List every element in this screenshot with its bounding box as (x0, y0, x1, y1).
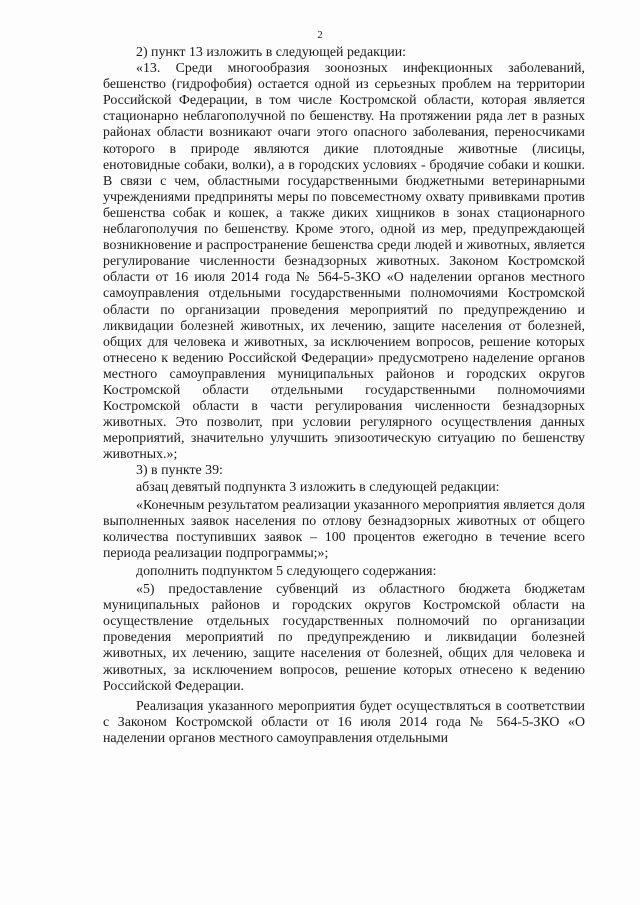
document-body (103, 45, 585, 747)
paragraph-item-2-heading: 2) пункт 13 изложить в следующей редакции: (136, 45, 407, 60)
paragraph-final-result: «Конечным результатом реализации указанного мероприятия является доля выполненных заявок населения по отлову безнадзорных животных от общего количества поступивших заявок – 100 процентов ежегодно в течение всего периода реализации подпрограммы;»; (103, 497, 585, 561)
paragraph-item-13-text: «13. Среди многообразия зоонозных инфекционных заболеваний, бешенство (гидрофобия) остается одной из серьезных проблем на территории Российской Федерации, в том числе Костромской области, которая является стационарно неблагополучной по бешенству. На протяжении ряда лет в разных районах области возникают очаги этого опасного заболевания, переносчиками которого в природе являются дикие плотоядные животные (лисицы, енотовидные собаки, волки), а в городских условиях - бродячие собаки и кошки. В связи с чем, областными государственными бюджетными ветеринарными учреждениями предприняты меры по повсеместному охвату прививками против бешенства собак и кошек, а также диких хищников в зонах стационарного неблагополучия по бешенству. Кроме этого, одной из мер, предупреждающей возникновение и распространение бешенства среди людей и животных, является регулирование численности безнадзорных животных. Законом Костромской области от 16 июля 2014 года № 564-5-ЗКО «О наделении органов местного самоуправления отдельными государственными полномочиями Костромской области по организации проведения мероприятий по предупреждению и ликвидации болезней животных, их лечению, защите населения от болезней, общих для человека и животных, за исключением вопросов, решение которых отнесено к ведению Российской Федерации» предусмотрено наделение органов местного самоуправления муниципальных районов и городских округов Костромской области отдельными государственными полномочиями Костромской области в части регулирования численности безнадзорных животных. Это позволит, при условии регулярного осуществления данных мероприятий, значительно улучшить эпизоотическую ситуацию по бешенству животных.»; (103, 61, 585, 463)
paragraph-item-3-heading: 3) в пункте 39: (136, 463, 223, 479)
paragraph-subitem-intro: абзац девятый подпункта 3 изложить в следующей редакции: (136, 479, 500, 495)
paragraph-add-subitem: дополнить подпунктом 5 следующего содержания: (136, 564, 437, 579)
paragraph-subitem-5: «5) предоставление субвенций из областного бюджета бюджетам муниципальных районов и городских округов Костромской области на осуществление отдельных государственных полномочий по организации проведения мероприятий по предупреждению и ликвидации болезней животных, их лечению, защите населения от болезней, общих для человека и животных, за исключением вопросов, решение которых отнесено к ведению Российской Федерации. (103, 582, 585, 694)
page-number: 2 (317, 29, 323, 41)
paragraph-implementation: Реализация указанного мероприятия будет осуществляться в соответствии с Законом Костромской области от 16 июля 2014 года № 564-5-ЗКО «О наделении органов местного самоуправления отдельными (103, 698, 585, 746)
